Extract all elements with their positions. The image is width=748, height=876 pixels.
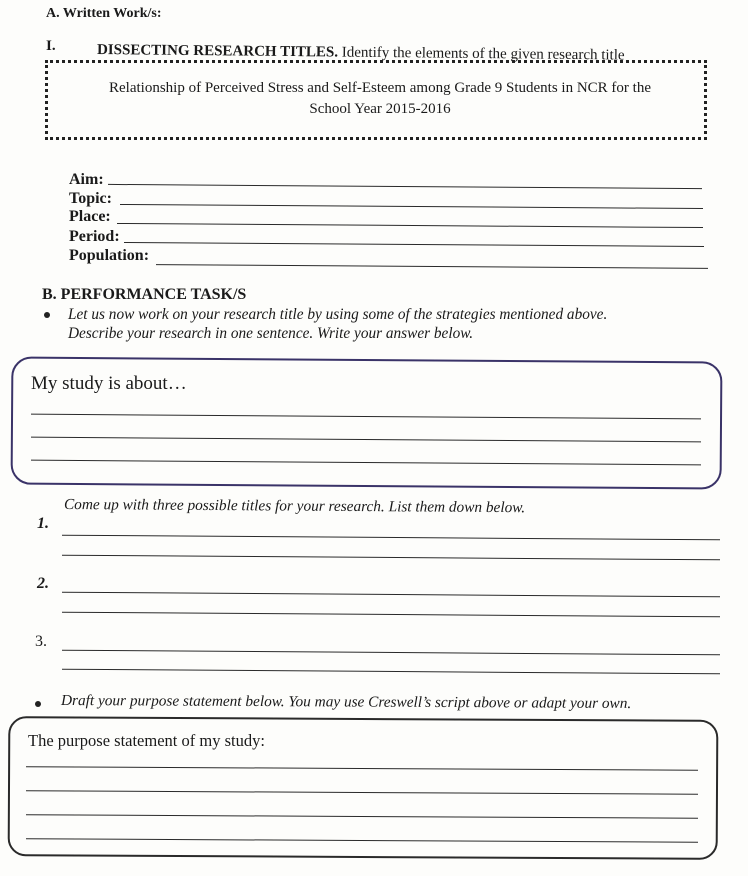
place-answer-line[interactable] [117, 223, 703, 228]
topic-answer-line[interactable] [120, 204, 703, 209]
period-answer-line[interactable] [124, 242, 704, 247]
population-answer-line[interactable] [156, 264, 708, 269]
section-a-heading: A. Written Work/s: [46, 6, 162, 21]
title-3-line-b[interactable] [62, 669, 720, 675]
titles-instruction: Come up with three possible titles for your research. List them down below. [63, 496, 526, 517]
title-number-3: 3. [35, 633, 47, 650]
aim-answer-line[interactable] [108, 184, 702, 189]
place-label: Place: [69, 208, 111, 225]
part-one-title: DISSECTING RESEARCH TITLES. [96, 42, 339, 61]
research-title [60, 78, 700, 120]
research-title-line2: School Year 2015-2016 [309, 101, 451, 117]
period-label: Period: [69, 228, 120, 245]
topic-label: Topic: [69, 190, 112, 207]
bullet-two-text: Draft your purpose statement below. You may use Creswell’s script above or adapt your own. [60, 692, 632, 712]
title-2-line-a[interactable] [62, 592, 720, 598]
aim-label: Aim: [69, 171, 104, 188]
bullet-one-text [68, 305, 723, 343]
title-1-line-b[interactable] [62, 555, 720, 561]
title-3-line-a[interactable] [62, 650, 720, 656]
bullet-one-line1: Let us now work on your research title by using some of the strategies mentioned above. [68, 306, 608, 323]
study-prompt: My study is about… [31, 373, 187, 394]
bullet-point-2 [35, 701, 41, 707]
research-title-line1: Relationship of Perceived Stress and Self-Esteem among Grade 9 Students in NCR for the [109, 80, 651, 96]
section-b-heading: B. PERFORMANCE TASK/S [42, 286, 247, 303]
title-1-line-a[interactable] [62, 535, 720, 541]
bullet-point [44, 312, 50, 318]
purpose-prompt: The purpose statement of my study: [28, 731, 265, 750]
population-label: Population: [69, 247, 150, 264]
title-number-1: 1. [37, 515, 49, 532]
title-2-line-b[interactable] [62, 612, 720, 618]
part-one-numeral: I. [46, 38, 56, 54]
title-number-2: 2. [37, 575, 49, 592]
bullet-one-line2: Describe your research in one sentence. Write your answer below. [68, 325, 474, 342]
part-one-instruction: Identify the elements of the given research title [341, 44, 625, 64]
